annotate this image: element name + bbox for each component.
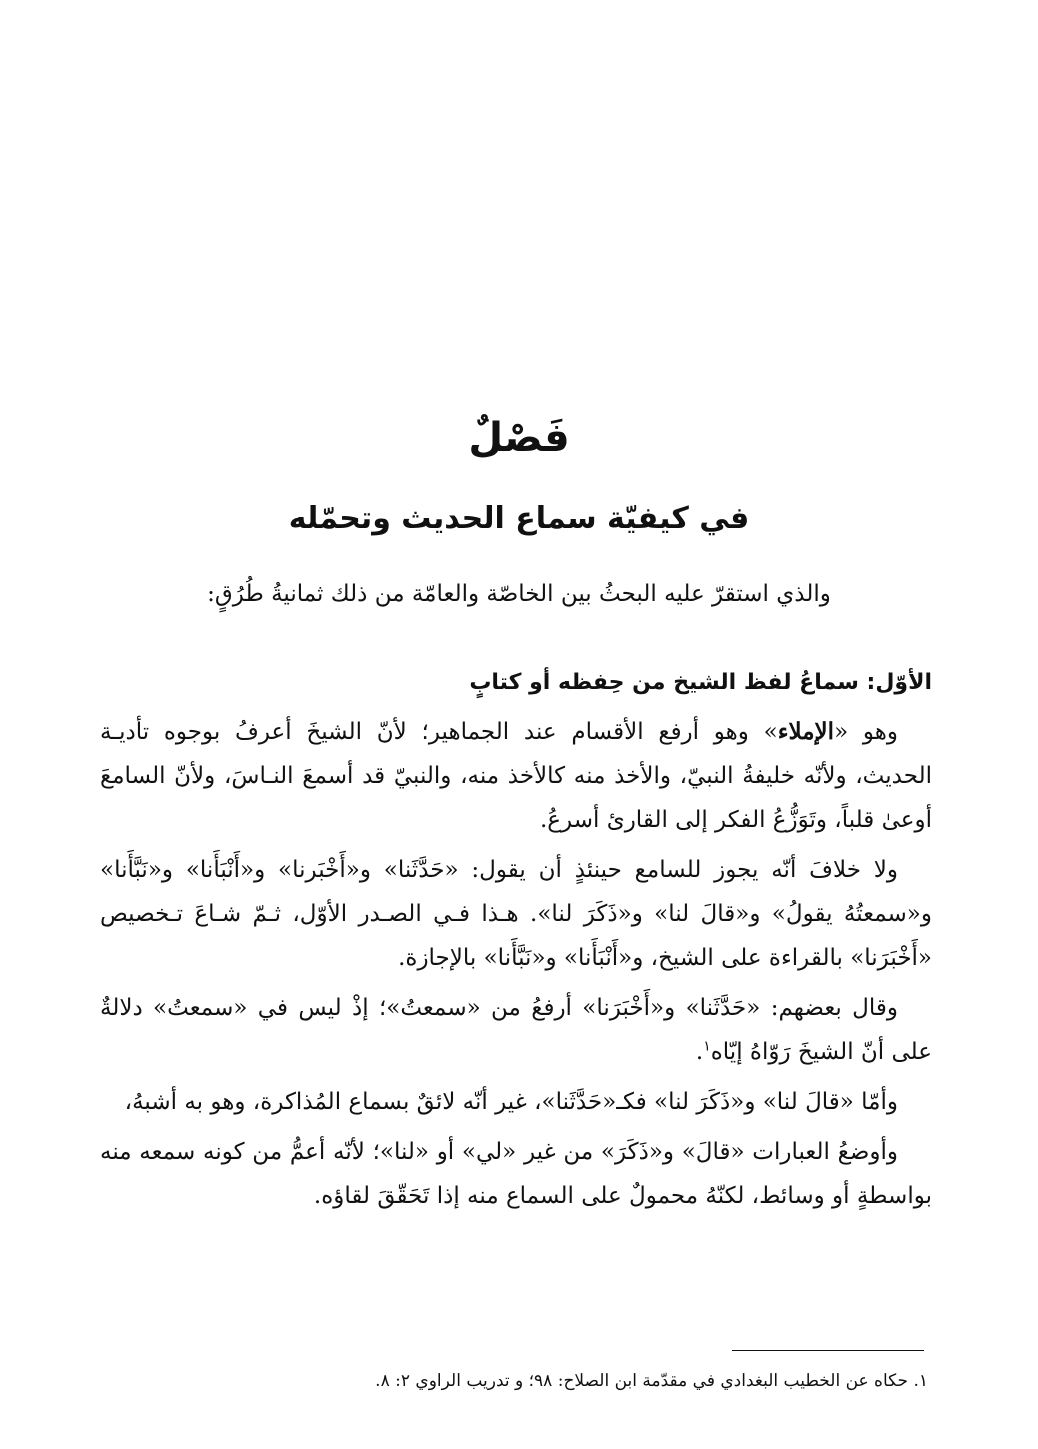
imla-term: الإملاء [777, 718, 835, 745]
paragraph-some-said [100, 986, 932, 1074]
section-title: فَصْلٌ [468, 415, 570, 461]
paragraph-expressions: ولا خلافَ أنّه يجوز للسامع حينئذٍ أن يقول: «حَدَّثَنا» و«أَخْبَرنا» و«أَنْبَأَنا» و«نَبَّأَنا» و«سمعتُهُ يقولُ» و«قالَ لنا» و«ذَكَرَ لنا». هـذا فـي الصـدر الأوّل، ثـمّ شـاعَ تـخصيص «أَخْبَرَنا» بالقراءة على الشيخ، و«أَنْبَأَنا» و«نَبَّأَنا» بالإجازة. [100, 857, 932, 971]
paragraph-imla [100, 710, 932, 842]
paragraph-lead: وهو « [834, 719, 898, 745]
paragraph-some-said-end: . [695, 1039, 704, 1065]
paragraph-rest: » وهو أرفع الأقسام عند الجماهير؛ لأنّ الشيخَ أعرفُ بوجوه تأديـة الحديث، ولأنّه خليفةُ النبيّ، والأخذ منه كالأخذ منه، والنبيّ قد أسمعَ النـاسَ، ولأنّ السامعَ أوعىٰ قلباً، وتَوَزُّعُ الفكر إلى القارئ أسرعُ. [100, 719, 932, 833]
footnote-divider [732, 1350, 924, 1351]
intro-paragraph: والذي استقرّ عليه البحثُ بين الخاصّة والعامّة من ذلك ثمانيةُ طُرُقٍ: [207, 581, 831, 607]
paragraph-some-said-text: وقال بعضهم: «حَدَّثَنا» و«أَخْبَرَنا» أرفعُ من «سمعتُ»؛ إذْ ليس في «سمعتُ» دلالةٌ على أنّ الشيخَ رَوّاهُ إيّاه [100, 995, 932, 1065]
method-heading: الأوّل: سماعُ لفظ الشيخ من حِفظه أو كتابٍ [469, 670, 932, 695]
paragraph-lowest-expressions: وأوضعُ العبارات «قالَ» و«ذَكَرَ» من غير «لي» أو «لنا»؛ لأنّه أعمُّ من كونه سمعه منه بواسطةٍ أو وسائط، لكنّهُ محمولٌ على السماع منه إذا تَحَقّقَ لقاؤه. [100, 1139, 932, 1209]
footnote: ١. حكاه عن الخطيب البغدادي في مقدّمة ابن الصلاح: ٩٨؛ و تدريب الراوي ٢: ٨. [375, 1371, 928, 1391]
body-text [100, 660, 932, 1224]
section-subtitle: في كيفيّة سماع الحديث وتحمّله [288, 501, 750, 536]
paragraph-qala-lana: وأمّا «قالَ لنا» و«ذَكَرَ لنا» فكـ«حَدَّثَنا»، غير أنّه لائقٌ بسماع المُذاكرة، وهو به أشبهُ، [124, 1089, 898, 1115]
footnote-reference[interactable]: ١ [703, 1038, 711, 1055]
